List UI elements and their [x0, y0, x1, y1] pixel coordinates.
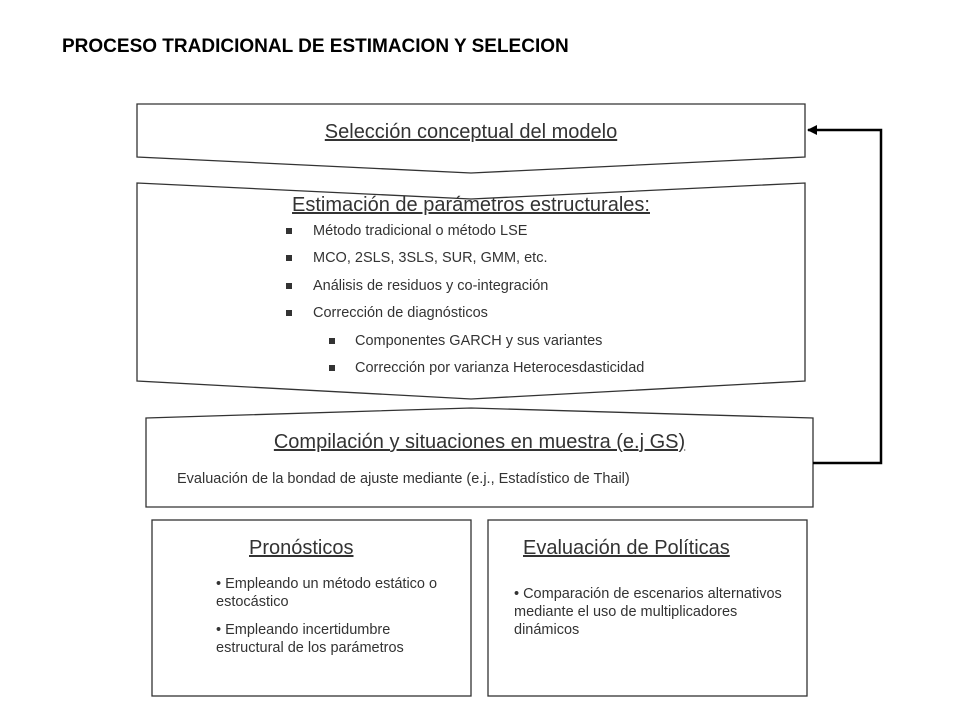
bullet-icon: •: [216, 576, 222, 592]
list-item-text: Empleando un método estático o estocástico: [216, 576, 438, 610]
conceptual-selection-heading: Selección conceptual del modelo: [324, 121, 618, 143]
bullet-icon: •: [514, 586, 520, 602]
list-item: [514, 585, 784, 639]
estimation-method-list: [285, 222, 644, 386]
list-item: Método tradicional o método LSE: [285, 222, 644, 249]
list-item-text: Empleando incertidumbre estructural de los parámetros: [216, 622, 404, 656]
list-item-text: Comparación de escenarios alternativos mediante el uso de multiplicadores dinámicos: [514, 586, 782, 638]
page-title: PROCESO TRADICIONAL DE ESTIMACION Y SELECION: [62, 36, 569, 57]
policy-evaluation-heading: Evaluación de Políticas: [523, 537, 730, 559]
sub-list-item: Corrección por varianza Heterocesdasticidad: [285, 359, 644, 386]
parameter-estimation-heading: Estimación de parámetros estructurales:: [292, 194, 650, 216]
list-item: [216, 621, 461, 657]
list-item: Corrección de diagnósticos: [285, 304, 644, 331]
goodness-of-fit-note: Evaluación de la bondad de ajuste mediante (e.j., Estadístico de Thail): [177, 471, 630, 487]
compilation-heading: Compilación y situaciones en muestra (e.j GS): [273, 431, 686, 453]
feedback-arrow: [808, 130, 881, 463]
list-item: MCO, 2SLS, 3SLS, SUR, GMM, etc.: [285, 249, 644, 276]
bullet-icon: •: [216, 622, 222, 638]
compilation-box: [146, 408, 813, 507]
list-item: Análisis de residuos y co-integración: [285, 277, 644, 304]
list-item: [216, 575, 461, 611]
forecast-list: [216, 575, 461, 657]
policy-evaluation-list: [514, 585, 784, 639]
forecast-heading: Pronósticos: [249, 537, 354, 559]
sub-list-item: Componentes GARCH y sus variantes: [285, 332, 644, 359]
